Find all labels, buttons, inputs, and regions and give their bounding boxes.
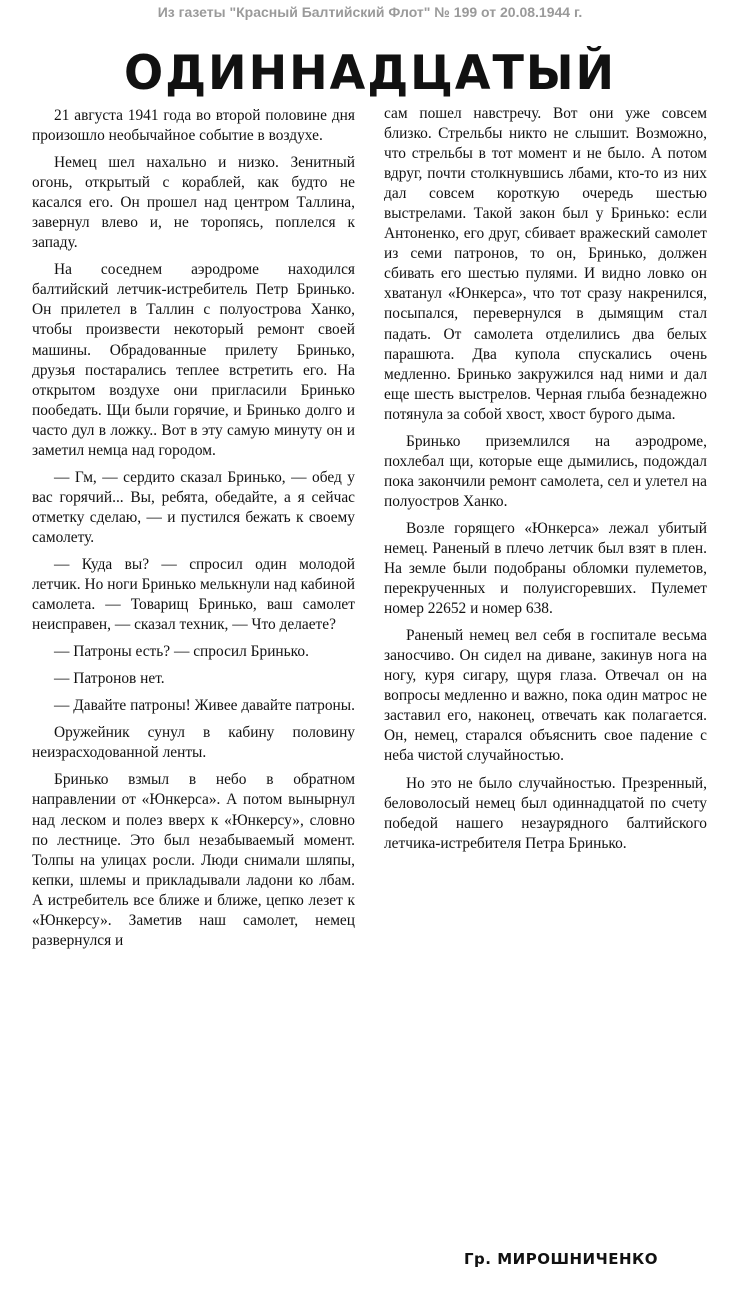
paragraph: На соседнем аэродроме находился балтийский летчик-истребитель Петр Бринько. Он прилетел в Таллин с полуострова Ханко, чтобы произвести некоторый ремонт своей машины. Обрадованные прилету Бринько, друзья постарались теплее встретить его. На открытом воздухе они пригласили Бринько пообедать. Щи были горячие, и Бринько долго и часто дул в ложку.. Вот в эту самую минуту он и заметил немца над городом. — [32, 261, 355, 459]
paragraph: — Гм, — сердито сказал Бринько, — обед у вас горячий... Вы, ребята, обедайте, а я сейчас отметку сделаю, — и пустился бежать к своему самолету. — [32, 468, 355, 546]
paragraph: 21 августа 1941 года во второй половине дня произошло необычайное событие в воздухе. — [32, 107, 355, 145]
paragraph: Оружейник сунул в кабину половину неизрасходованной ленты. — [32, 724, 355, 762]
source-caption: Из газеты "Красный Балтийский Флот" № 199 от 20.08.1944 г. — [157, 4, 583, 20]
paragraph: Возле горящего «Юнкерса» лежал убитый немец. Раненый в плечо летчик был взят в плен. На земле были подобраны обломки пулеметов, перекрученных и полуисгоревших. Пулемет номер 22652 и номер 638. — [384, 519, 707, 618]
paragraph: Но это не было случайностью. Презренный, беловолосый немец был одиннадцатой по счету победой нашего незаурядного балтийского летчика-истребителя Петра Бринько. — [384, 774, 707, 852]
paragraph: Немец шел нахально и низко. Зенитный огонь, открытый с кораблей, как будто не касался его. Он прошел над центром Таллина, завернул влево и, не торопясь, поплелся к западу. — [32, 154, 355, 252]
article-column-left — [32, 106, 355, 958]
paragraph: Раненый немец вел себя в госпитале весьма заносчиво. Он сидел на диване, закинув нога на ногу, куря сигару, щуря глаза. Отвечал он на вопросы медленно и важно, пока один матрос не заставил его, наконец, отвечать как полагается. Он, немец, старался объяснить свое падение с неба чистой случайностью. — [384, 627, 707, 765]
article-headline: ОДИННАДЦАТЫЙ — [123, 46, 617, 101]
paragraph: — Куда вы? — спросил один молодой летчик. Но ноги Бринько мелькнули над кабиной самолета. — Товарищ Бринько, ваш самолет неисправен, — сказал техник, — Что делаете? — [32, 555, 355, 634]
paragraph: сам пошел навстречу. Вот они уже совсем близко. Стрельбы никто не слышит. Возможно, что стрельбы в тот момент и не было. А потом вдруг, почти столкнувшись лбами, кто-то из них дал совсем короткую очередь шестью выстрелами. Такой закон был у Бринько: если Антоненко, его друг, сбивает вражеский самолет из семи патронов, то он, Бринько, должен сбивать его шестью пулями. И видно ловко он хватанул «Юнкерса», что тот сразу накренился, посыпался, перевернулся в дымящим стал падать. От самолета отделились два белых парашюта. Два купола спускались очень медленно. Бринько закружился над ними и дал еще шесть выстрелов. Черная глыба безнадежно потянула за собой хвост, хвост бурого дыма. — [384, 105, 707, 423]
paragraph: Бринько приземлился на аэродроме, похлебал щи, которые еще дымились, подождал пока закончили ремонт самолета, сел и улетел на полуостров Ханко. — [384, 432, 707, 510]
paragraph: — Патроны есть? — спросил Бринько. — [54, 643, 309, 661]
paragraph: — Патронов нет. — [54, 670, 165, 688]
article-column-right — [384, 104, 707, 861]
author-signature: Гр. МИРОШНИЧЕНКО — [464, 1250, 659, 1268]
paragraph: — Давайте патроны! Живее давайте патроны. — [54, 697, 355, 715]
paragraph: Бринько взмыл в небо в обратном направлении от «Юнкерса». А потом вынырнул над леском и полез вверх к «Юнкерсу», словно по лестнице. Это был незабываемый момент. Толпы на улицах росли. Люди снимали шляпы, кепки, шлемы и прикладывали ладони ко лбам. А истребитель все ближе и ближе, цепко лезет к «Юнкерсу». Заметив наш самолет, немец развернулся и — [32, 771, 355, 949]
